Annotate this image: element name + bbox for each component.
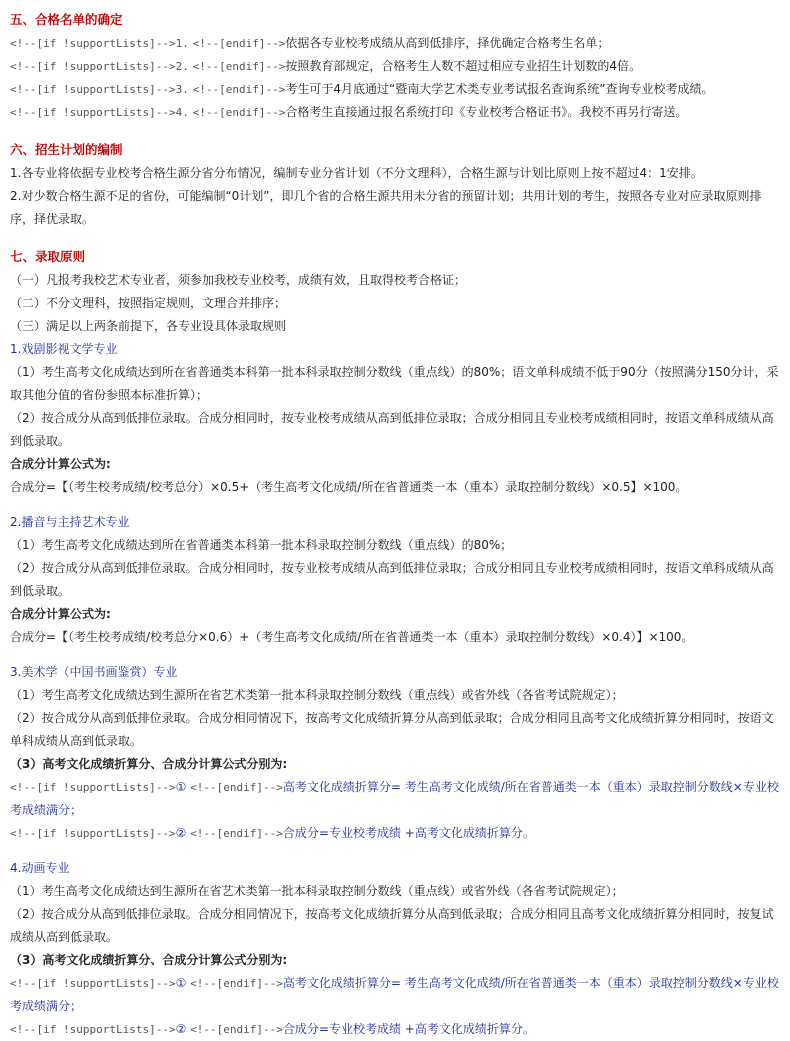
list-number: ② [175,1022,187,1036]
paragraph: 1.各专业将依据专业校考合格生源分省分布情况，编制专业分省计划（不分文理科），合格生源与计划比原则上按不超过4：1安排。 [10,166,703,180]
list-text: 按照教育部规定，合格考生人数不超过相应专业招生计划数的4倍。 [285,59,642,73]
list-item [10,55,780,78]
list-number: 3. [175,83,189,96]
section-heading: 七、录取原则 [10,249,86,264]
html-comment: <!--[if !supportLists]--> [10,1023,176,1036]
formula-heading: 合成分计算公式为: [10,457,111,471]
formula: 高考文化成绩折算分= 考生高考文化成绩/所在省普通类一本（重本）录取控制分数线×专业校考成绩满分； [10,780,779,817]
list-item [10,101,780,124]
html-comment: <!--[endif]--> [190,977,283,990]
formula: 合成分=【（考生校考成绩/校考总分）×0.5+（考生高考文化成绩/所在省普通类一本（重本）录取控制分数线）×0.5】×100。 [10,480,688,494]
formula: 合成分=专业校考成绩 +高考文化成绩折算分。 [282,1022,535,1036]
list-text: 合格考生直接通过报名系统打印《专业校考合格证书》。我校不再另行寄送。 [285,105,688,119]
html-comment: <!--[if !supportLists]--> [10,827,176,840]
major-block [10,661,780,845]
html-comment: <!--[endif]--> [192,83,286,96]
html-comment: <!--[if !supportLists]--> [10,60,176,73]
section-admission-principles [10,245,780,1041]
paragraph: （2）按合成分从高到低排位录取。合成分相同时，按专业校考成绩从高到低排位录取；合成分相同且专业校考成绩相同时，按语文单科成绩从高到低录取。 [10,411,774,448]
html-comment: <!--[endif]--> [192,37,286,50]
paragraph: （2）按合成分从高到低排位录取。合成分相同时，按专业校考成绩从高到低排位录取；合成分相同且专业校考成绩相同时，按语文单科成绩从高到低录取。 [10,561,774,598]
rule-item: （一）凡报考我校艺术专业者，须参加我校专业校考，成绩有效，且取得校考合格证； [10,273,467,287]
formula-heading: （3）高考文化成绩折算分、合成分计算公式分别为: [10,953,288,967]
paragraph: （1）考生高考文化成绩达到所在省普通类本科第一批本科录取控制分数线（重点线）的80%； [10,538,513,552]
formula-item [10,972,780,1018]
formula-item [10,1018,780,1041]
formula-item [10,776,780,822]
list-text: 考生可于4月底通过“暨南大学艺术类专业考试报名查询系统”查询专业校考成绩。 [285,82,714,96]
formula: 合成分=专业校考成绩 +高考文化成绩折算分。 [282,826,535,840]
paragraph: （2）按合成分从高到低排位录取。合成分相同情况下，按高考文化成绩折算分从高到低录取；合成分相同且高考文化成绩折算分相同时，按语文单科成绩从高到低录取。 [10,711,774,748]
major-title: 1.戏剧影视文学专业 [10,342,118,356]
paragraph: 2.对少数合格生源不足的省份，可能编制“0计划”，即几个省的合格生源共用未分省的预留计划；共用计划的考生，按照各专业对应录取原则排序，择优录取。 [10,189,762,226]
paragraph: （1）考生高考文化成绩达到生源所在省艺术类第一批本科录取控制分数线（重点线）或省外线（各省考试院规定）； [10,884,624,898]
formula-heading: 合成分计算公式为: [10,607,111,621]
major-title: 2.播音与主持艺术专业 [10,515,130,529]
list-number: 4. [175,106,189,119]
list-number: 2. [175,60,189,73]
list-number: ② [175,826,187,840]
list-text: 依据各专业校考成绩从高到低排序，择优确定合格考生名单； [285,36,610,50]
paragraph: （2）按合成分从高到低排位录取。合成分相同情况下，按高考文化成绩折算分从高到低录取；合成分相同且高考文化成绩折算分相同时，按复试成绩从高到低录取。 [10,907,774,944]
html-comment: <!--[if !supportLists]--> [10,83,176,96]
formula: 高考文化成绩折算分= 考生高考文化成绩/所在省普通类一本（重本）录取控制分数线×专业校考成绩满分； [10,976,779,1013]
html-comment: <!--[endif]--> [192,106,286,119]
major-block [10,857,780,1041]
section-qualified-list [10,8,780,124]
formula: 合成分=【（考生校考成绩/校考总分×0.6）+（考生高考文化成绩/所在省普通类一本（重本）录取控制分数线）×0.4）】×100。 [10,630,694,644]
paragraph: （1）考生高考文化成绩达到所在省普通类本科第一批本科录取控制分数线（重点线）的80%；语文单科成绩不低于90分（按照满分150分计，采取其他分值的省份参照本标准折算）； [10,365,779,402]
list-number: ① [175,976,187,990]
major-title: 3.美术学（中国书画鉴赏）专业 [10,665,178,679]
rule-item: （三）满足以上两条前提下，各专业设具体录取规则 [10,319,287,333]
html-comment: <!--[if !supportLists]--> [10,106,176,119]
major-block [10,511,780,649]
list-number: ① [175,780,187,794]
section-heading: 六、招生计划的编制 [10,142,123,157]
list-item [10,32,780,55]
rule-item: （二）不分文理科，按照指定规则，文理合并排序； [10,296,287,310]
major-block [10,338,780,499]
html-comment: <!--[endif]--> [190,1023,283,1036]
list-number: 1. [175,37,189,50]
html-comment: <!--[if !supportLists]--> [10,37,176,50]
html-comment: <!--[endif]--> [190,827,283,840]
list-item [10,78,780,101]
formula-heading: （3）高考文化成绩折算分、合成分计算公式分别为: [10,757,288,771]
formula-item [10,822,780,845]
section-enrollment-plan [10,138,780,231]
html-comment: <!--[if !supportLists]--> [10,977,176,990]
paragraph: （1）考生高考文化成绩达到生源所在省艺术类第一批本科录取控制分数线（重点线）或省外线（各省考试院规定）； [10,688,624,702]
major-title: 4.动画专业 [10,861,70,875]
html-comment: <!--[endif]--> [190,781,283,794]
section-heading: 五、合格名单的确定 [10,12,123,27]
html-comment: <!--[if !supportLists]--> [10,781,176,794]
html-comment: <!--[endif]--> [192,60,286,73]
